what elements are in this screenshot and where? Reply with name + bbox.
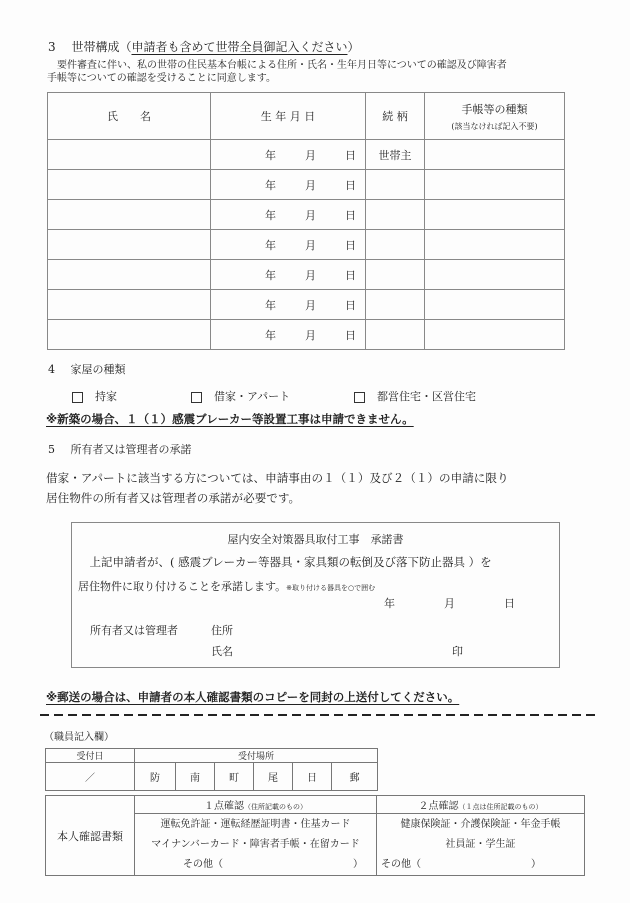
dob-year-unit: 年: [265, 268, 276, 282]
new-build-warning: ※新築の場合、１（１）感震ブレーカー等設置工事は申請できません。: [46, 412, 414, 426]
owner-name-label: 氏名: [211, 645, 233, 658]
relation-cell[interactable]: [366, 290, 425, 320]
dob-cell[interactable]: [211, 140, 366, 170]
relation-cell[interactable]: [366, 320, 425, 350]
section5-title: 所有者又は管理者の承諾: [70, 443, 192, 456]
dob-month-unit: 月: [305, 268, 316, 282]
place-option[interactable]: 南: [176, 763, 215, 791]
dob-year-unit: 年: [265, 238, 276, 252]
dob-month-unit: 月: [305, 298, 316, 312]
household-table: [47, 92, 565, 350]
reception-date-value[interactable]: ／: [46, 763, 135, 791]
dob-year-unit: 年: [265, 208, 276, 222]
header-dob: 生 年 月 日: [211, 93, 366, 140]
section5-number: 5: [48, 443, 55, 456]
consent-box-line2: [78, 575, 375, 594]
section5-heading: [48, 443, 192, 456]
dob-year-unit: 年: [265, 148, 276, 162]
one-point-other[interactable]: その他（ ）: [183, 858, 363, 870]
relation-cell[interactable]: [366, 230, 425, 260]
notebook-cell[interactable]: [425, 230, 565, 260]
two-point-docs: [377, 814, 585, 876]
dob-day-unit: 日: [345, 298, 356, 312]
seal-label: 印: [452, 645, 463, 658]
name-cell[interactable]: [48, 320, 211, 350]
consent-box-line1: 上記申請者が、( 感震ブレーカー等器具・家具類の転倒及び落下防止器具 ）を: [78, 555, 492, 569]
one-point-note: （住所記載のもの）: [244, 803, 307, 811]
relation-cell[interactable]: [366, 170, 425, 200]
place-option[interactable]: 日: [293, 763, 332, 791]
header-notebook: [425, 93, 565, 140]
dob-cell[interactable]: [211, 170, 366, 200]
section3-consent-line1: 要件審査に伴い、私の世帯の住民基本台帳による住所・氏名・生年月日等についての確認及び障害者: [47, 60, 507, 71]
checkbox-icon[interactable]: [191, 392, 202, 403]
header-name: 氏 名: [48, 93, 211, 140]
section5-body-line2: 居住物件の所有者又は管理者の承諾が必要です。: [46, 491, 301, 505]
one-point-label: １点確認: [204, 801, 244, 812]
dob-cell[interactable]: [211, 290, 366, 320]
name-cell[interactable]: [48, 200, 211, 230]
section3-title: 世帯構成（: [71, 40, 132, 54]
place-option[interactable]: 郵: [332, 763, 378, 791]
two-point-label: ２点確認: [418, 801, 459, 812]
notebook-cell[interactable]: [425, 320, 565, 350]
dob-day-unit: 日: [345, 148, 356, 162]
section3-number: 3: [48, 40, 56, 54]
dob-day-unit: 日: [345, 238, 356, 252]
dob-cell[interactable]: [211, 200, 366, 230]
id-docs-label: 本人確認書類: [46, 796, 135, 876]
consent-box: [71, 522, 560, 668]
section4-number: 4: [48, 363, 55, 376]
dob-cell[interactable]: [211, 320, 366, 350]
place-option[interactable]: 町: [215, 763, 254, 791]
header-notebook-label: 手帳等の種類: [461, 102, 528, 116]
header-notebook-note: (該当なければ記入不要): [451, 121, 538, 131]
dob-cell[interactable]: [211, 260, 366, 290]
notebook-cell[interactable]: [425, 140, 565, 170]
place-option[interactable]: 尾: [254, 763, 293, 791]
one-point-docs-line1: 運転免許証・運転経歴証明書・住基カード: [160, 818, 351, 830]
consent-box-line2-note: ※取り付ける器具を○で囲む: [286, 584, 376, 592]
name-cell[interactable]: [48, 170, 211, 200]
table-row: [48, 140, 565, 170]
relation-cell: 世帯主: [366, 140, 425, 170]
section3-title-underlined: 申請者も含めて世帯全員御記入ください: [131, 40, 348, 54]
section3-title-close: ）: [347, 40, 360, 54]
table-row: [48, 320, 565, 350]
dob-month-unit: 月: [305, 178, 316, 192]
name-cell[interactable]: [48, 140, 211, 170]
relation-cell[interactable]: [366, 200, 425, 230]
one-point-docs-line2: マイナンバーカード・障害者手帳・在留カード: [151, 838, 360, 850]
owner-label: 所有者又は管理者: [90, 624, 178, 637]
consent-box-title: 屋内安全対策器具取付工事 承諾書: [227, 533, 404, 546]
household-table-header: [48, 93, 565, 140]
two-point-other[interactable]: その他（ ）: [381, 858, 541, 870]
two-point-note: （１点は住所記載のもの）: [458, 803, 543, 811]
consent-date-year: 年: [384, 597, 395, 610]
dob-day-unit: 日: [345, 178, 356, 192]
one-point-header: [135, 796, 377, 814]
dob-month-unit: 月: [305, 238, 316, 252]
house-option-public[interactable]: [354, 390, 476, 403]
notebook-cell[interactable]: [425, 290, 565, 320]
dob-year-unit: 年: [265, 178, 276, 192]
mail-notice: ※郵送の場合は、申請者の本人確認書類のコピーを同封の上送付してください。: [46, 690, 460, 704]
dob-year-unit: 年: [265, 328, 276, 342]
name-cell[interactable]: [48, 230, 211, 260]
staff-section-title: （職員記入欄）: [44, 732, 114, 743]
consent-date-month: 月: [444, 597, 455, 610]
place-option[interactable]: 防: [135, 763, 176, 791]
checkbox-icon[interactable]: [72, 392, 83, 403]
name-cell[interactable]: [48, 260, 211, 290]
two-point-docs-line2: 社員証・学生証: [445, 838, 516, 850]
dob-day-unit: 日: [345, 328, 356, 342]
reception-date-label: 受付日: [46, 749, 135, 763]
checkbox-icon[interactable]: [354, 392, 365, 403]
notebook-cell[interactable]: [425, 170, 565, 200]
consent-box-line2-text: 居住物件に取り付けることを承諾します。: [78, 580, 287, 593]
owner-address-label: 住所: [211, 624, 233, 637]
section4-title: 家屋の種類: [70, 363, 126, 376]
house-option-owned[interactable]: [72, 390, 117, 403]
one-point-docs: [135, 814, 377, 876]
section5-body-line1: 借家・アパートに該当する方については、申請事由の１（１）及び２（１）の申請に限り: [46, 471, 509, 485]
section4-heading: [48, 363, 126, 376]
dob-day-unit: 日: [345, 208, 356, 222]
notebook-cell[interactable]: [425, 200, 565, 230]
section3-heading: [48, 40, 360, 54]
consent-date-day: 日: [504, 597, 515, 610]
section3-consent-line2: 手帳等についての確認を受けることに同意します。: [47, 73, 276, 84]
table-row: [48, 200, 565, 230]
notebook-cell[interactable]: [425, 260, 565, 290]
table-row: [48, 260, 565, 290]
dob-cell[interactable]: [211, 230, 366, 260]
name-cell[interactable]: [48, 290, 211, 320]
dob-month-unit: 月: [305, 208, 316, 222]
staff-table: [45, 748, 380, 791]
dob-day-unit: 日: [345, 268, 356, 282]
dob-year-unit: 年: [265, 298, 276, 312]
dob-month-unit: 月: [305, 148, 316, 162]
dob-month-unit: 月: [305, 328, 316, 342]
table-row: [48, 170, 565, 200]
table-row: [48, 230, 565, 260]
house-option-label: 都営住宅・区営住宅: [377, 390, 476, 403]
id-docs-table: [45, 795, 585, 876]
house-option-rental[interactable]: [191, 390, 290, 403]
house-option-label: 借家・アパート: [214, 390, 291, 403]
relation-cell[interactable]: [366, 260, 425, 290]
cut-line-divider: [40, 714, 600, 716]
header-relation: 続 柄: [366, 93, 425, 140]
two-point-docs-line1: 健康保険証・介護保険証・年金手帳: [400, 818, 561, 830]
two-point-header: [377, 796, 585, 814]
reception-place-label: 受付場所: [135, 749, 378, 763]
house-option-label: 持家: [95, 390, 117, 403]
table-row: [48, 290, 565, 320]
